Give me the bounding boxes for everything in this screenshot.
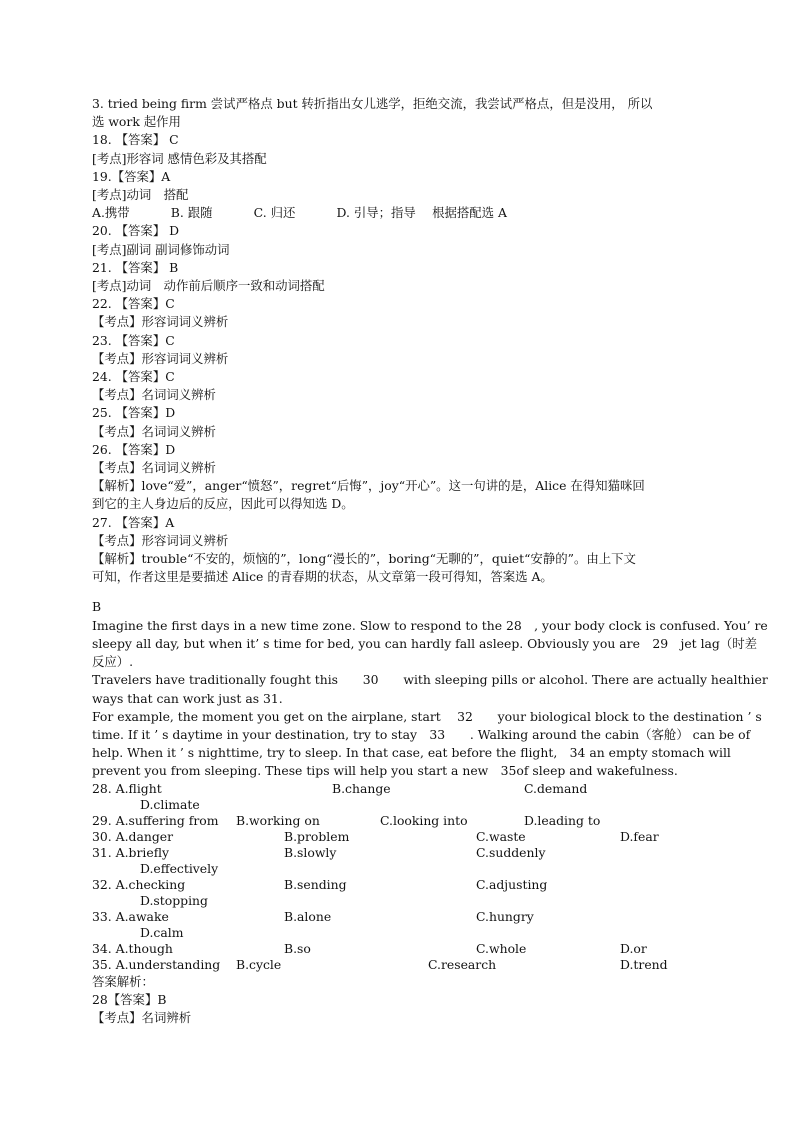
question-options-wrap	[92, 861, 712, 877]
option-a: A.suffering from	[115, 812, 219, 828]
passage-line: Travelers have traditionally fought this 30 with sleeping pills or alcohol. There are actually healthier	[92, 672, 768, 688]
point-line: [考点]副词 副词修饰动词	[92, 241, 230, 257]
option-d: D.leading to	[524, 812, 601, 828]
option-d: D.trend	[620, 956, 668, 972]
passage-line: 反应）.	[92, 654, 134, 670]
passage-line: Imagine the first days in a new time zone. Slow to respond to the 28 , your body clock is confused. You’ re	[92, 617, 768, 633]
passage-line: prevent you from sleeping. These tips will help you start a new 35of sleep and wakefulness.	[92, 763, 678, 779]
question-options-wrap	[92, 893, 712, 909]
question-number: 30.	[92, 828, 112, 844]
option-a: A.flight	[115, 780, 162, 796]
option-c: C.hungry	[476, 908, 534, 924]
option-c: C.demand	[524, 780, 588, 796]
question-number: 29.	[92, 812, 112, 828]
option-c: C.whole	[476, 940, 527, 956]
explanation-line: 选 work 起作用	[92, 114, 181, 130]
option-b: B.so	[284, 940, 311, 956]
option-b: B.problem	[284, 828, 350, 844]
option-a: A.understanding	[115, 956, 221, 972]
explanation-line: 3. tried being firm 尝试严格点 but 转折指出女儿逃学，拒绝交流，我尝试严格点，但是没用， 所以	[92, 96, 653, 111]
option-c: C.suddenly	[476, 844, 546, 860]
passage-line: ways that can work just as 31.	[92, 690, 283, 706]
answer-line: 27. 【答案】A	[92, 514, 175, 530]
analysis-line: 【解析】trouble“不安的，烦恼的”，long“漫长的”，boring“无聊的”，quiet“安静的”。由上下文	[92, 551, 636, 567]
passage-line: For example, the moment you get on the airplane, start 32 your biological block to the destination ’ s	[92, 708, 762, 724]
option-d: D.or	[620, 940, 647, 956]
point-line: 【考点】名词辨析	[92, 1009, 192, 1025]
option-c: C.waste	[476, 828, 526, 844]
question-number: 28.	[92, 780, 112, 796]
passage-line: help. When it ’ s nighttime, try to sleep. In that case, eat before the flight, 34 an empty stomach will	[92, 745, 731, 761]
option-d: D.climate	[140, 796, 200, 812]
question-options	[92, 845, 712, 861]
passage-line: time. If it ’ s daytime in your destination, try to stay 33 . Walking around the cabin（客舱） can be of	[92, 726, 751, 742]
passage-line: sleepy all day, but when it’ s time for bed, you can hardly fall asleep. Obviously you are 29 jet lag（时差	[92, 635, 758, 651]
point-line: 【考点】名词词义辨析	[92, 387, 216, 403]
point-line: 【考点】名词词义辨析	[92, 460, 216, 476]
answer-line: 19.【答案】A	[92, 168, 171, 184]
point-line: 【考点】形容词词义辨析	[92, 350, 229, 366]
document-page	[92, 95, 768, 1027]
question-number: 35.	[92, 956, 112, 972]
point-line: [考点]动词 搭配	[92, 187, 189, 203]
option-d: D.calm	[140, 924, 184, 940]
option-b: B.alone	[284, 908, 332, 924]
point-line: [考点]形容词 感情色彩及其搭配	[92, 150, 267, 166]
answer-line: 26. 【答案】D	[92, 441, 176, 457]
question-number: 33.	[92, 908, 112, 924]
option-d: D.fear	[620, 828, 659, 844]
options-note: A.携带 B. 跟随 C. 归还 D. 引导；指导 根据搭配选 A	[92, 205, 507, 221]
answer-line: 20. 【答案】 D	[92, 223, 180, 239]
answer-line: 21. 【答案】 B	[92, 259, 179, 275]
option-b: B.change	[332, 780, 391, 796]
question-options	[92, 957, 712, 973]
question-number: 32.	[92, 876, 112, 892]
question-options	[92, 877, 712, 893]
answer-line: 25. 【答案】D	[92, 405, 176, 421]
answer-line: 23. 【答案】C	[92, 332, 175, 348]
answer-line: 18. 【答案】 C	[92, 132, 179, 148]
analysis-line: 到它的主人身边后的反应，因此可以得知选 D。	[92, 496, 354, 512]
question-options	[92, 813, 712, 829]
analysis-heading: 答案解析：	[92, 973, 154, 989]
option-c: C.adjusting	[476, 876, 548, 892]
question-options	[92, 829, 712, 845]
question-options	[92, 909, 712, 925]
point-line: [考点]动词 动作前后顺序一致和动词搭配	[92, 278, 325, 294]
option-a: A.danger	[115, 828, 174, 844]
answer-line: 22. 【答案】C	[92, 296, 175, 312]
option-c: C.looking into	[380, 812, 468, 828]
section-label: B	[92, 599, 102, 615]
question-number: 31.	[92, 844, 112, 860]
option-a: A.checking	[115, 876, 186, 892]
question-options-wrap	[92, 925, 712, 941]
question-options-wrap	[92, 797, 712, 813]
option-c: C.research	[428, 956, 497, 972]
option-d: D.stopping	[140, 892, 208, 908]
question-options	[92, 781, 712, 797]
answer-line: 24. 【答案】C	[92, 369, 175, 385]
option-b: B.slowly	[284, 844, 337, 860]
option-b: B.sending	[284, 876, 347, 892]
option-a: A.though	[115, 940, 173, 956]
analysis-line: 【解析】love“爱”，anger“愤怒”，regret“后悔”，joy“开心”。这一句讲的是，Alice 在得知猫咪回	[92, 478, 645, 494]
option-a: A.awake	[115, 908, 169, 924]
analysis-line: 可知，作者这里是要描述 Alice 的青春期的状态，从文章第一段可得知，答案选 A。	[92, 569, 553, 585]
point-line: 【考点】形容词词义辨析	[92, 314, 229, 330]
point-line: 【考点】形容词词义辨析	[92, 532, 229, 548]
option-a: A.briefly	[115, 844, 169, 860]
option-b: B.working on	[236, 812, 320, 828]
question-number: 34.	[92, 940, 112, 956]
option-b: B.cycle	[236, 956, 282, 972]
option-d: D.effectively	[140, 860, 219, 876]
question-options	[92, 941, 712, 957]
point-line: 【考点】名词词义辨析	[92, 423, 216, 439]
answer-line: 28【答案】B	[92, 991, 167, 1007]
